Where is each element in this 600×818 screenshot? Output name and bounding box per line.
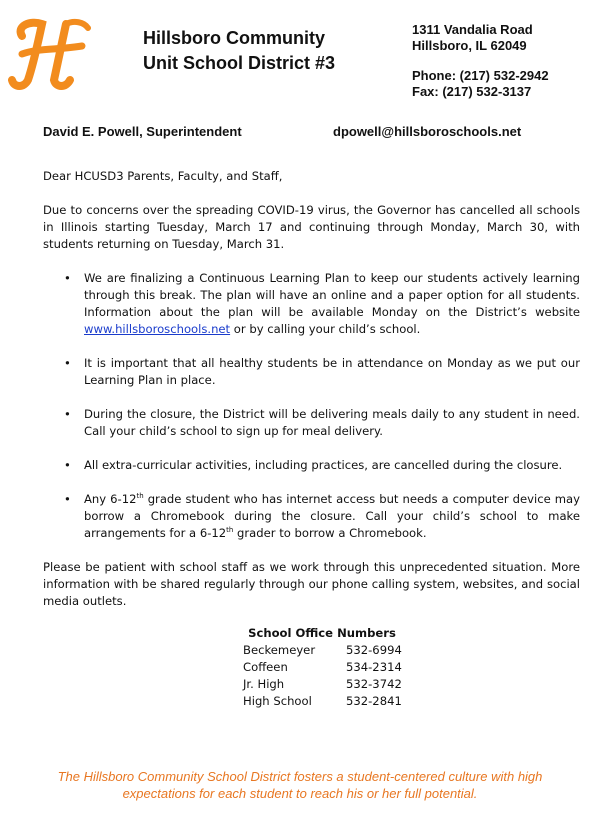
bullet-icon: •	[64, 492, 71, 506]
mission-statement	[30, 768, 570, 802]
phone-number: Phone: (217) 532-2942	[412, 68, 549, 83]
district-website-link[interactable]: www.hillsboroschools.net	[84, 322, 231, 336]
district-logo-h	[8, 18, 92, 90]
table-row: High School 532-2841	[243, 694, 402, 708]
list-item: • We are finalizing a Continuous Learning Plan to keep our students actively learning through this break. The plan will have an online and a paper option for all students. Information about the plan will be available Monday on the District’s website www.hillsboroschools.net or by calling your child’s school.	[64, 271, 580, 336]
district-name-line1: Hillsboro Community	[143, 28, 326, 48]
table-row: Jr. High 532-3742	[243, 677, 402, 691]
address-line2: Hillsboro, IL 62049	[412, 38, 527, 53]
list-item: • All extra-curricular activities, including practices, are cancelled during the closure.	[64, 458, 563, 472]
bullet-icon: •	[64, 458, 71, 472]
letter-body	[43, 168, 580, 627]
bullet-icon: •	[64, 407, 71, 421]
list-item: • During the closure, the District will be delivering meals daily to any student in need. Call your child’s school to sign up for meal delivery.	[64, 407, 580, 438]
letter-intro: Due to concerns over the spreading COVID-19 virus, the Governor has cancelled all schools in Illinois starting Tuesday, March 17 and continuing through Monday, March 30, with students returning on Tuesday, March 31.	[43, 203, 580, 251]
list-item: • It is important that all healthy students be in attendance on Monday as we put our Learning Plan in place.	[64, 356, 580, 387]
fax-number: Fax: (217) 532-3137	[412, 84, 532, 99]
table-row: Coffeen 534-2314	[243, 660, 402, 674]
contact-block	[412, 22, 549, 100]
mission-line1: The Hillsboro Community School District fosters a student-centered culture with high	[57, 769, 543, 784]
bullet-icon: •	[64, 356, 71, 370]
letter-greeting: Dear HCUSD3 Parents, Faculty, and Staff,	[43, 169, 283, 183]
school-office-numbers	[243, 625, 402, 710]
bullet-icon: •	[64, 271, 71, 285]
letter-closing: Please be patient with school staff as we work through this unprecedented situation. More information with be shared regularly through our phone calling system, websites, and social media outlets.	[43, 560, 580, 608]
announcement-list	[43, 270, 580, 542]
superintendent-email: dpowell@hillsboroschools.net	[333, 124, 522, 139]
superintendent-name: David E. Powell, Superintendent	[43, 124, 242, 139]
district-name	[143, 26, 335, 76]
table-row: Beckemeyer 532-6994	[243, 643, 402, 657]
offices-title: School Office Numbers	[248, 626, 396, 640]
offices-table	[243, 642, 402, 710]
address-line1: 1311 Vandalia Road	[412, 22, 533, 37]
mission-line2: expectations for each student to reach his or her full potential.	[122, 786, 478, 801]
list-item: • Any 6-12th grade student who has internet access but needs a computer device may borrow a Chromebook during the closure. Call your child’s school to make arrangements for a 6-12th grader to borrow a Chromebook.	[64, 492, 580, 540]
district-name-line2: Unit School District #3	[143, 53, 336, 73]
